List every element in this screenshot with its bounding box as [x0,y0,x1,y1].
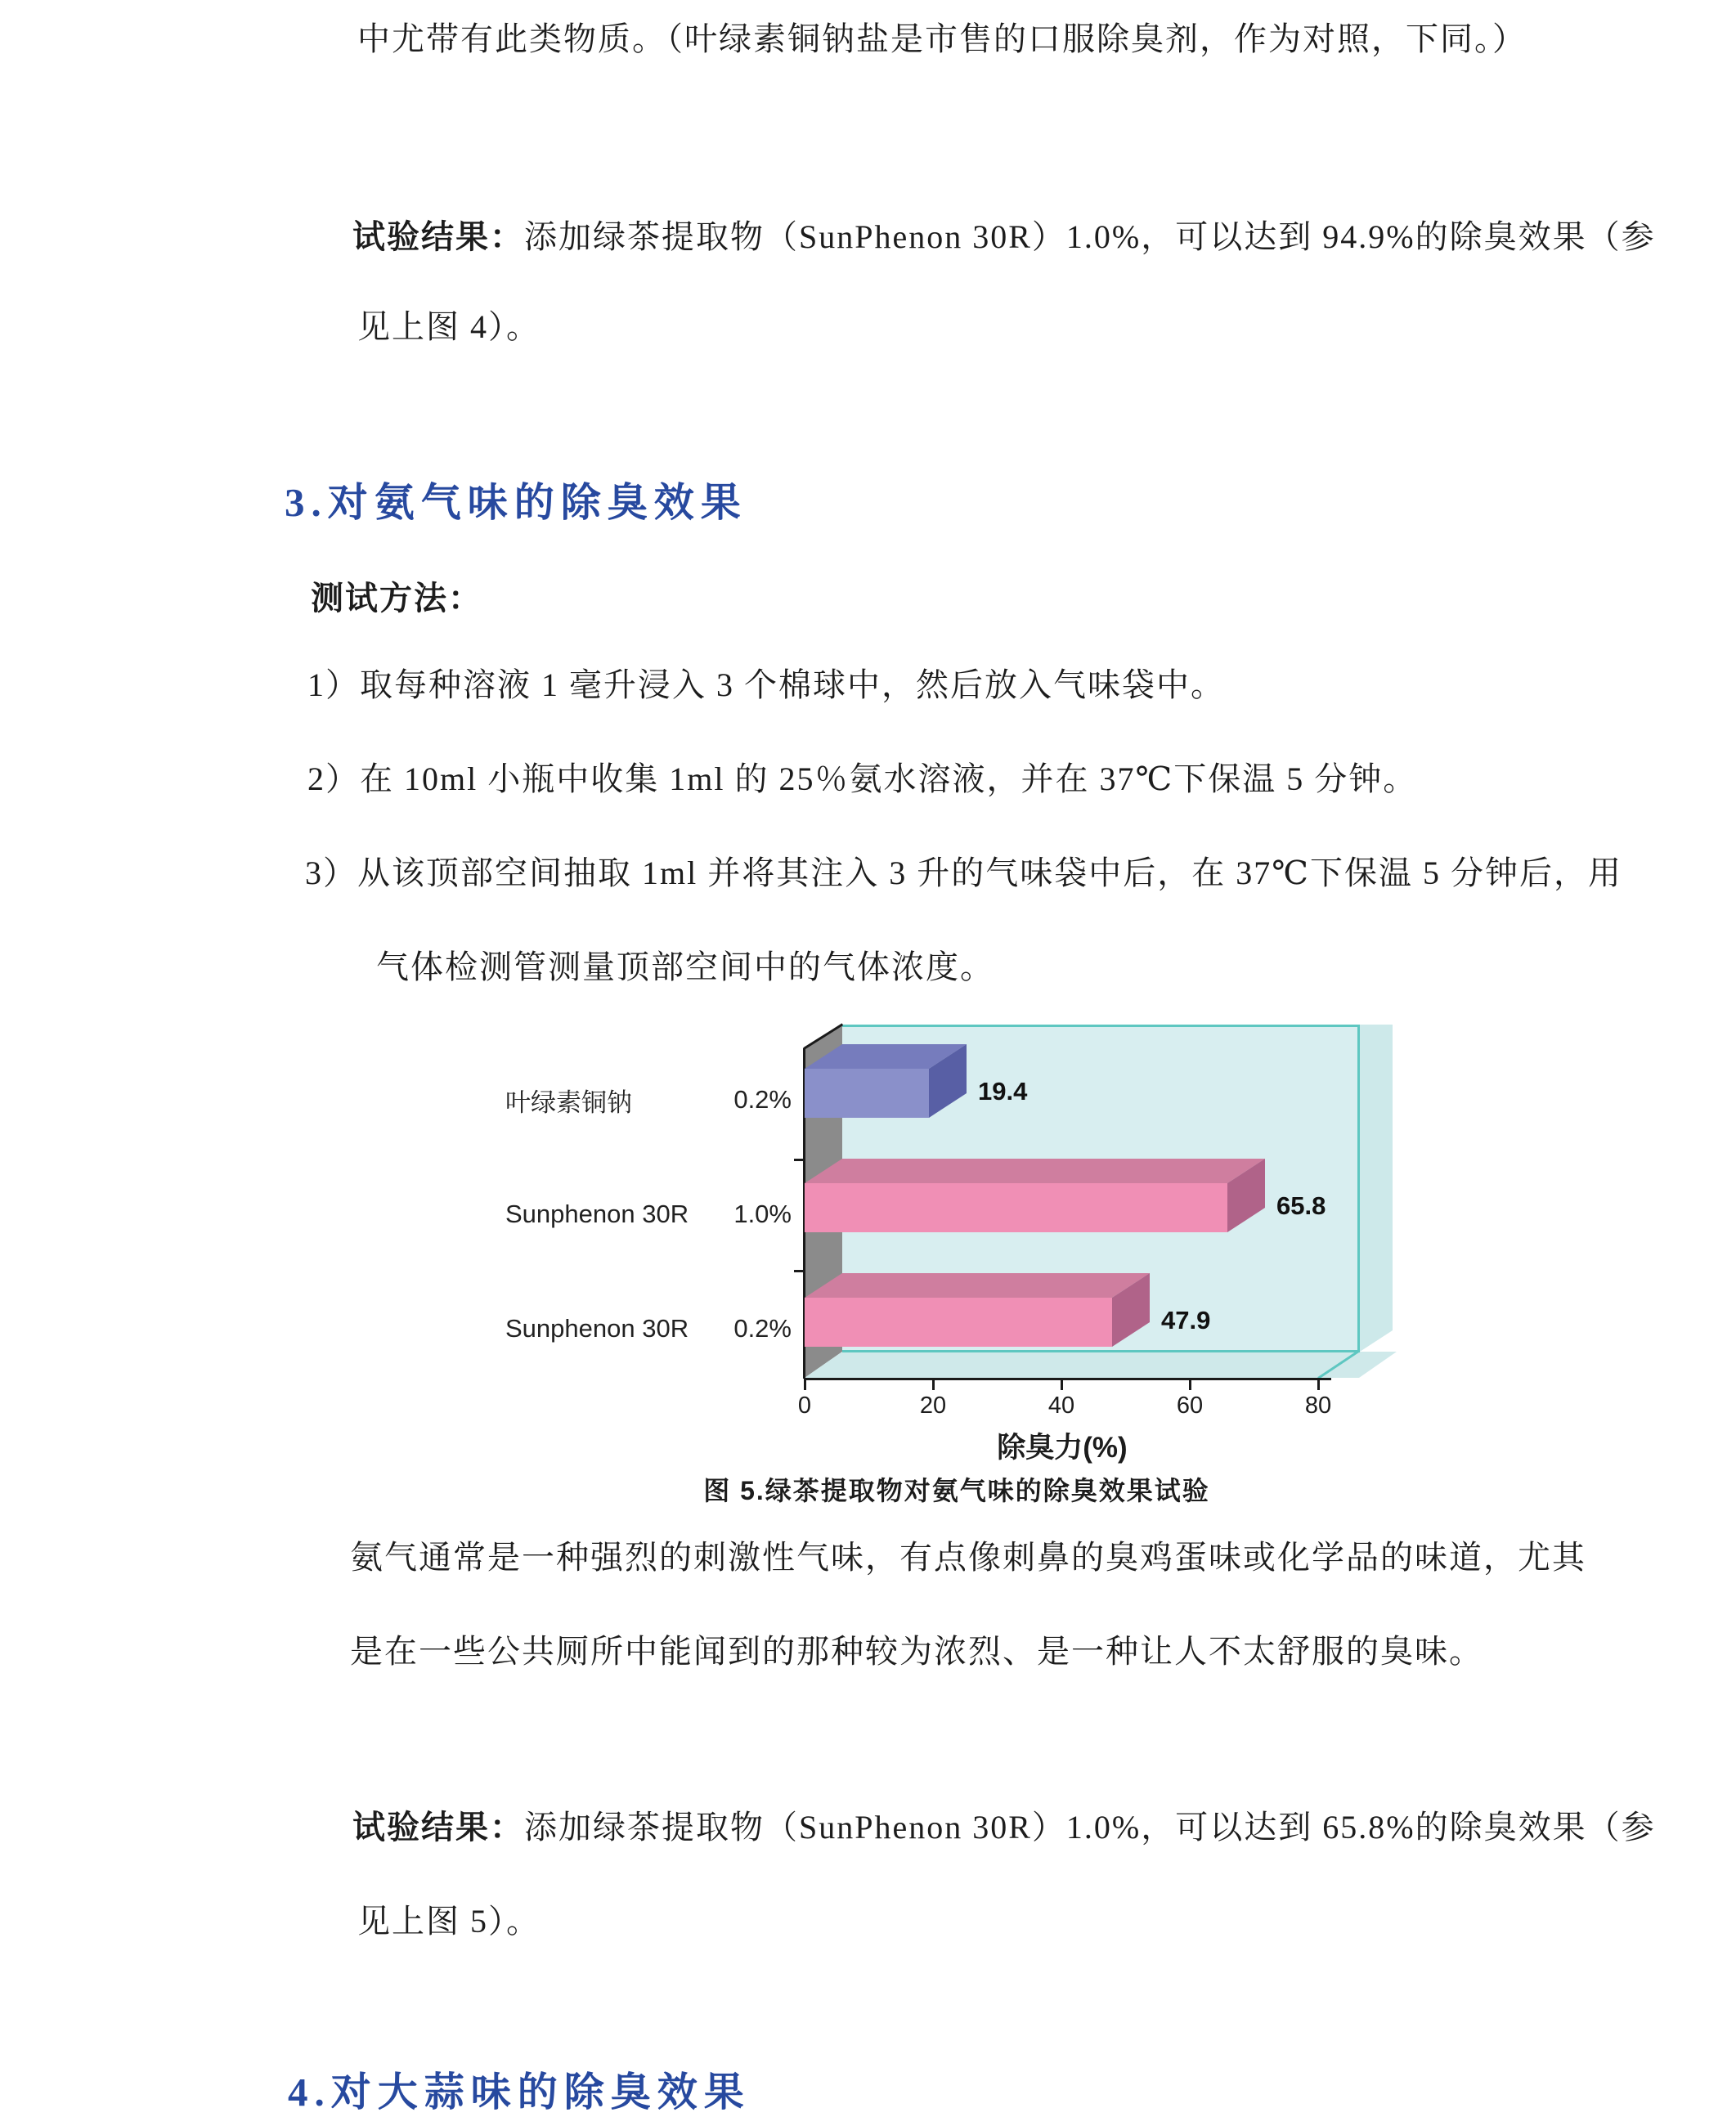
value-label-2: 47.9 [1161,1306,1211,1334]
bar-face [805,1298,1112,1347]
method-label: 测试方法： [311,580,482,617]
category-concentration: 0.2% [733,1085,792,1114]
y-axis-tick [794,1159,804,1161]
category-label-1 [505,1196,792,1232]
ammonia-para-line1: 氨气通常是一种强烈的刺激性气味，有点像刺鼻的臭鸡蛋味或化学品的味道，尤其 [350,1539,1586,1576]
value-label-0: 19.4 [978,1077,1028,1106]
chart-right-side-face [1360,1025,1393,1366]
step-3-continuation: 气体检测管测量顶部空间中的气体浓度。 [376,949,994,985]
x-tick-0 [804,1379,806,1390]
step-2: 2）在 10ml 小瓶中收集 1ml 的 25％氨水溶液，并在 37℃下保温 5 分钟。 [307,760,1418,797]
x-tick-label-20: 20 [919,1393,947,1419]
category-name: 叶绿素铜钠 [505,1088,632,1117]
section4-heading: 4.对大蒜味的除臭效果 [288,2070,751,2115]
bar-top-face [805,1273,1150,1298]
value-label-1: 65.8 [1276,1191,1326,1220]
bar-0 [805,1069,929,1118]
chart-floor-back-edge [842,1350,1360,1352]
ammonia-para-line2: 是在一些公共厕所中能闻到的那种较为浓烈、是一种让人不太舒服的臭味。 [350,1633,1483,1670]
result-bottom-line2: 见上图 5）。 [357,1903,541,1940]
x-tick-40 [1061,1379,1063,1390]
bar-face [805,1069,929,1118]
x-tick-80 [1317,1379,1320,1390]
section3-heading: 3.对氨气味的除臭效果 [285,480,747,525]
step-1: 1）取每种溶液 1 毫升浸入 3 个棉球中，然后放入气味袋中。 [307,666,1225,703]
x-tick-label-60: 60 [1176,1393,1204,1419]
result-bottom-label: 试验结果： [352,1809,524,1846]
y-axis-tick [794,1270,804,1272]
intro-line: 中尤带有此类物质。（叶绿素铜钠盐是市售的口服除臭剂，作为对照，下同。） [357,20,1527,57]
step-3: 3）从该顶部空间抽取 1ml 并将其注入 3 升的气味袋中后，在 37℃下保温 5 分钟后，用 [305,854,1622,891]
bar-1 [805,1183,1227,1232]
x-tick-label-80: 80 [1304,1393,1332,1419]
x-axis-title: 除臭力(%) [997,1432,1128,1464]
chart-x-axis-line [805,1378,1331,1380]
bar-2 [805,1298,1112,1347]
x-tick-60 [1189,1379,1191,1390]
category-concentration: 1.0% [733,1200,792,1228]
x-tick-20 [932,1379,935,1390]
result-top-line2: 见上图 4）。 [357,308,541,345]
figure-caption: 图 5.绿茶提取物对氨气味的除臭效果试验 [703,1476,1210,1505]
category-name: Sunphenon 30R [505,1200,689,1228]
result-top-label: 试验结果： [352,218,524,255]
result-bottom-line1 [352,1801,1656,1848]
x-tick-label-40: 40 [1047,1393,1075,1419]
result-top-line1 [352,211,1656,258]
chart-floor [805,1352,1397,1378]
result-top-text: 添加绿茶提取物（SunPhenon 30R）1.0%，可以达到 94.9%的除臭效果（参 [524,218,1656,255]
bar-top-face [805,1159,1265,1183]
x-tick-label-0: 0 [797,1393,812,1419]
result-bottom-text: 添加绿茶提取物（SunPhenon 30R）1.0%，可以达到 65.8%的除臭效果（参 [524,1809,1656,1846]
category-concentration: 0.2% [733,1314,792,1343]
category-label-2 [505,1311,792,1347]
category-name: Sunphenon 30R [505,1314,689,1343]
bar-face [805,1183,1227,1232]
category-label-0 [505,1082,792,1118]
bar-chart-figure [491,1010,1456,1480]
